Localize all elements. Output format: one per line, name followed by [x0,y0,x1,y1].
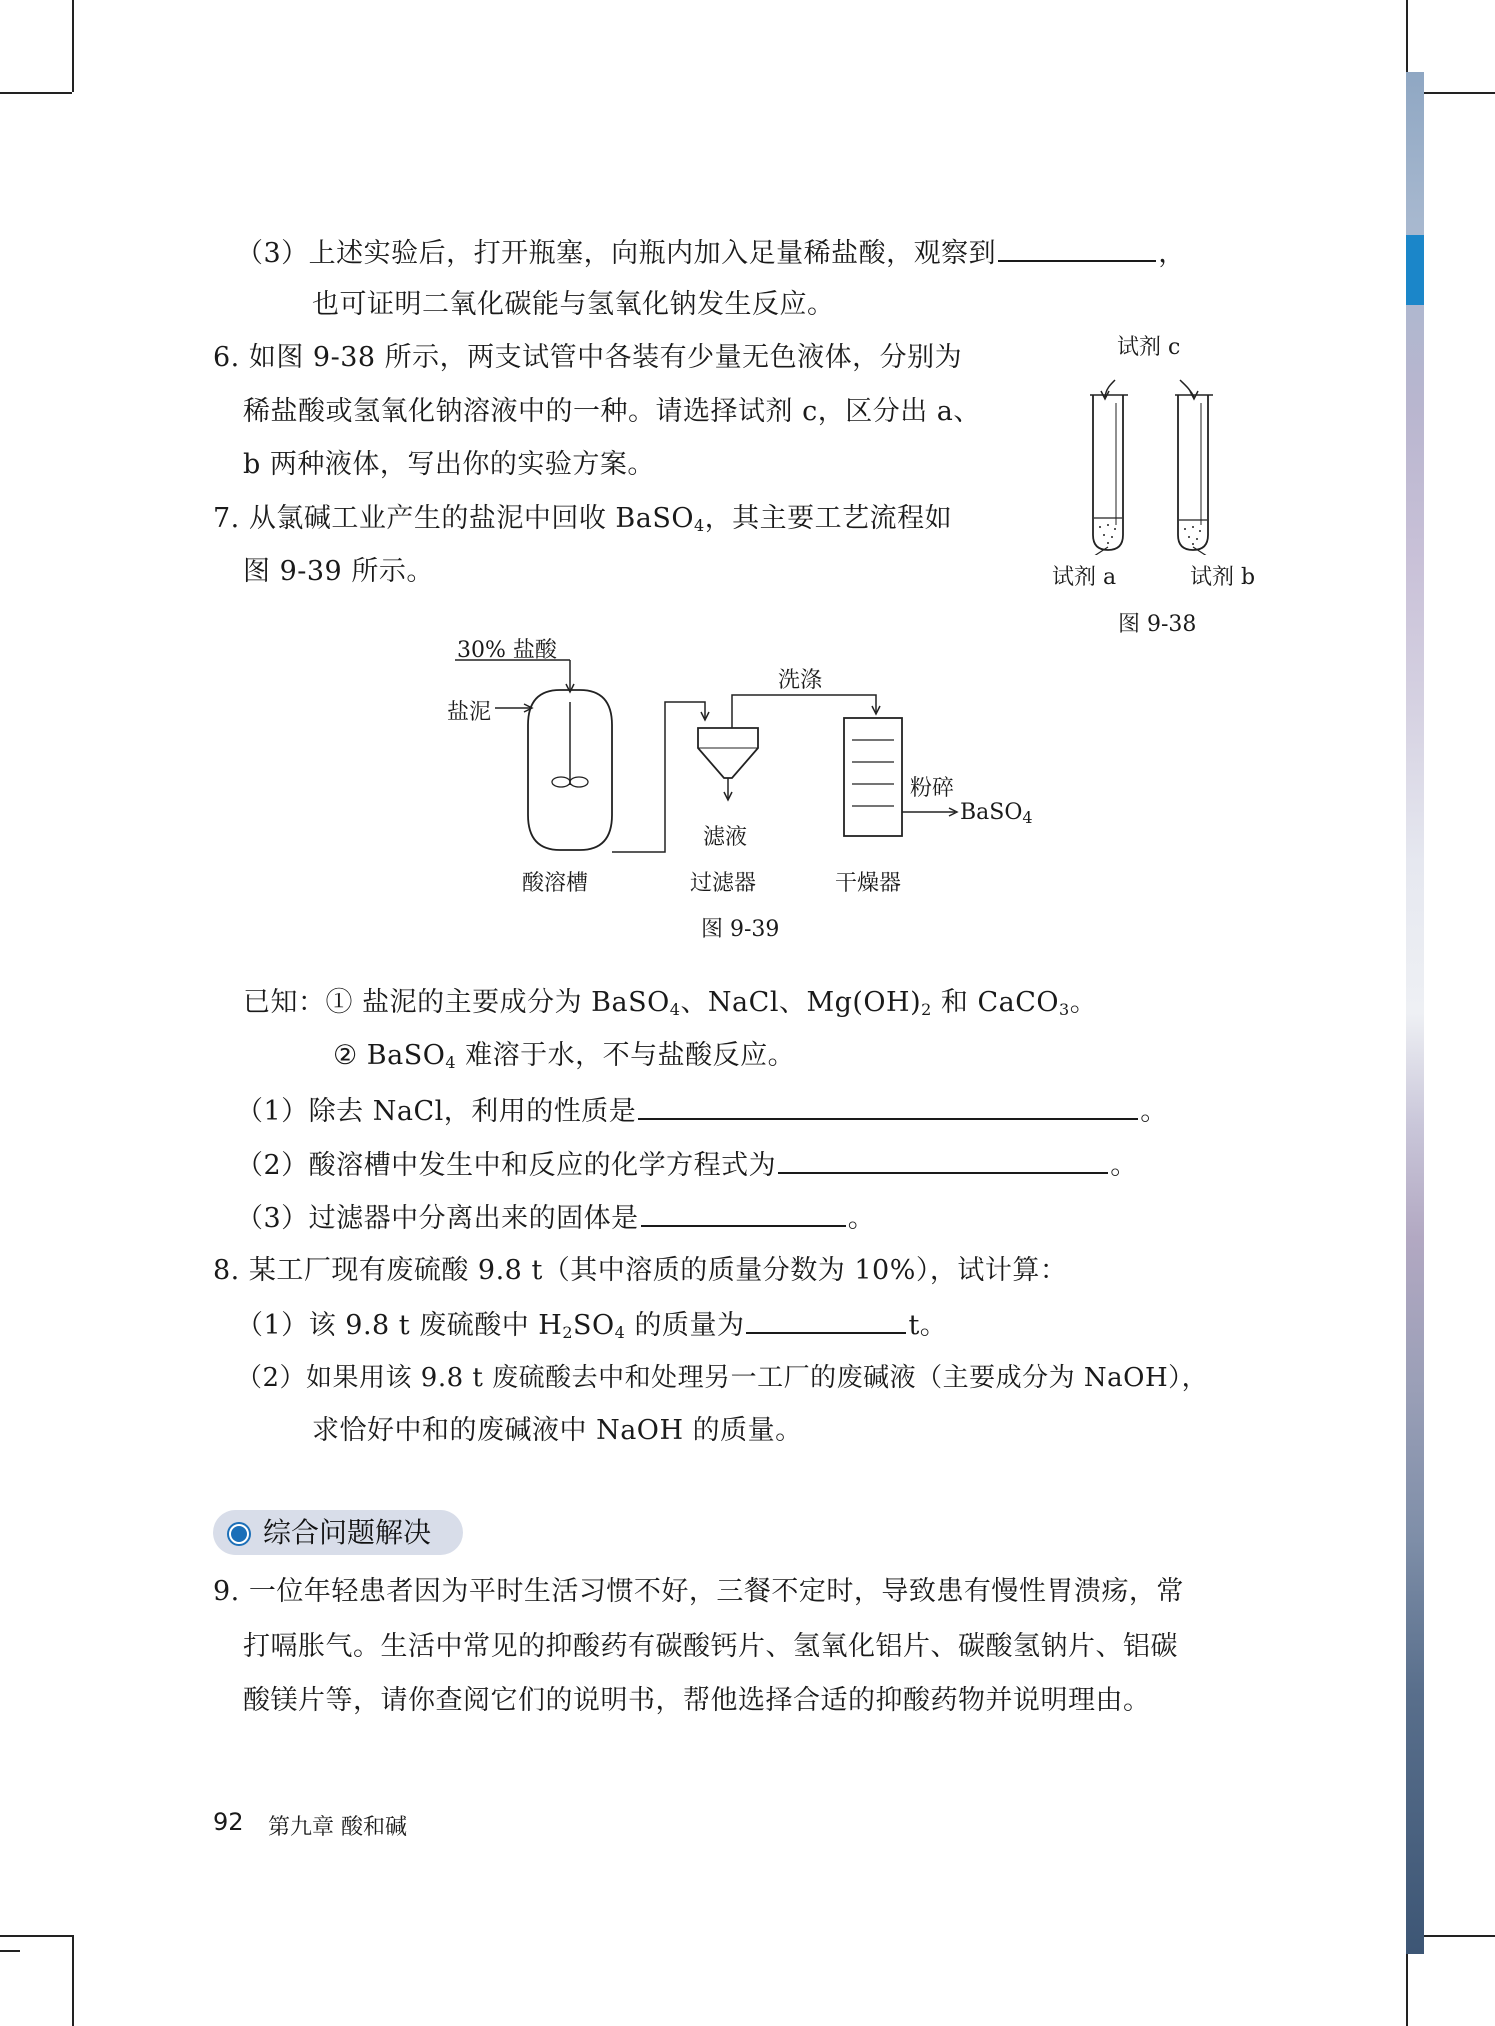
crop-mark [0,92,72,94]
chapter-title: 第九章 酸和碱 [268,1815,407,1840]
filtrate-label: 滤液 [703,825,748,850]
dryer-label: 干燥器 [835,871,902,896]
q5-part3-line2: 也可证明二氧化碳能与氢氧化钠发生反应。 [312,289,835,320]
known-line1: 已知：① 盐泥的主要成分为 BaSO$_4$、NaCl、$Mg(OH)_2$ 和 CaCO$_3$。 [243,987,1098,1019]
q7-part1: （1）除去 NaCl，利用的性质是 。 [236,1090,1168,1132]
crop-mark [72,0,74,92]
answer-blank[interactable] [778,1144,1108,1174]
crop-mark [0,1950,20,1952]
answer-blank[interactable] [641,1197,846,1227]
q7-line1: 7. 从氯碱工业产生的盐泥中回收 BaSO$_4$，其主要工艺流程如 [213,503,953,535]
answer-blank[interactable] [638,1090,1138,1120]
q8-part2-line1: （2）如果用该 9.8 t 废硫酸去中和处理另一工厂的废碱液（主要成分为 NaOH）， [236,1363,1209,1393]
q7-part3: （3）过滤器中分离出来的固体是 。 [236,1197,875,1239]
q6-line2: 稀盐酸或氢氧化钠溶液中的一种。请选择试剂 c，区分出 a、 [243,396,981,427]
section-title: 综合问题解决 [263,1516,432,1549]
q8-part2-line2: 求恰好中和的废碱液中 NaOH 的质量。 [312,1415,803,1446]
figure-9-38-caption: 图 9-38 [1118,612,1197,637]
crop-mark [72,1935,74,2026]
q9-line1: 9. 一位年轻患者因为平时生活习惯不好，三餐不定时，导致患有慢性胃溃疡，常 [213,1576,1184,1607]
section-header [213,1510,463,1555]
page-number: 92 [213,1808,244,1836]
q7-part2: （2）酸溶槽中发生中和反应的化学方程式为 。 [236,1144,1138,1186]
figure-9-39-caption: 图 9-39 [701,917,780,942]
mud-label: 盐泥 [447,700,492,725]
q5-part3-line1: （3）上述实验后，打开瓶塞，向瓶内加入足量稀盐酸，观察到 ， [236,232,1186,274]
reagent-c-label: 试剂 c [1117,335,1181,360]
answer-blank[interactable] [746,1304,906,1334]
bullet-icon [229,1524,249,1544]
q8-line1: 8. 某工厂现有废硫酸 9.8 t（其中溶质的质量分数为 10%），试计算： [213,1255,1068,1286]
reagent-a-label: 试剂 a [1052,565,1117,590]
q9-line3: 酸镁片等，请你查阅它们的说明书，帮他选择合适的抑酸药物并说明理由。 [243,1685,1151,1716]
q9-line2: 打嗝胀气。生活中常见的抑酸药有碳酸钙片、氢氧化铝片、碳酸氢钠片、铝碳 [243,1631,1178,1662]
q6-line1: 6. 如图 9-38 所示，两支试管中各装有少量无色液体，分别为 [213,342,963,373]
crop-mark [0,1935,72,1937]
tank-label: 酸溶槽 [522,871,589,896]
wash-label: 洗涤 [778,668,823,693]
answer-blank[interactable] [998,232,1156,262]
q6-line3: b 两种液体，写出你的实验方案。 [243,449,655,480]
q7-line2: 图 9-39 所示。 [243,556,434,587]
chapter-tab [1406,235,1424,305]
reagent-b-label: 试剂 b [1190,565,1256,590]
known-line2: ② BaSO$_4$ 难溶于水，不与盐酸反应。 [333,1040,796,1072]
filter-label: 过滤器 [690,871,757,896]
crush-label: 粉碎 [910,776,955,801]
acid-label: 30% 盐酸 [457,638,557,663]
figure-9-38-test-tubes [1060,355,1240,555]
product-label: BaSO$_4$ [960,800,1033,827]
page-edge-strip [1406,72,1424,1954]
q8-part1: （1）该 9.8 t 废硫酸中 $H_2SO_4$ 的质量为 t。 [236,1304,947,1353]
